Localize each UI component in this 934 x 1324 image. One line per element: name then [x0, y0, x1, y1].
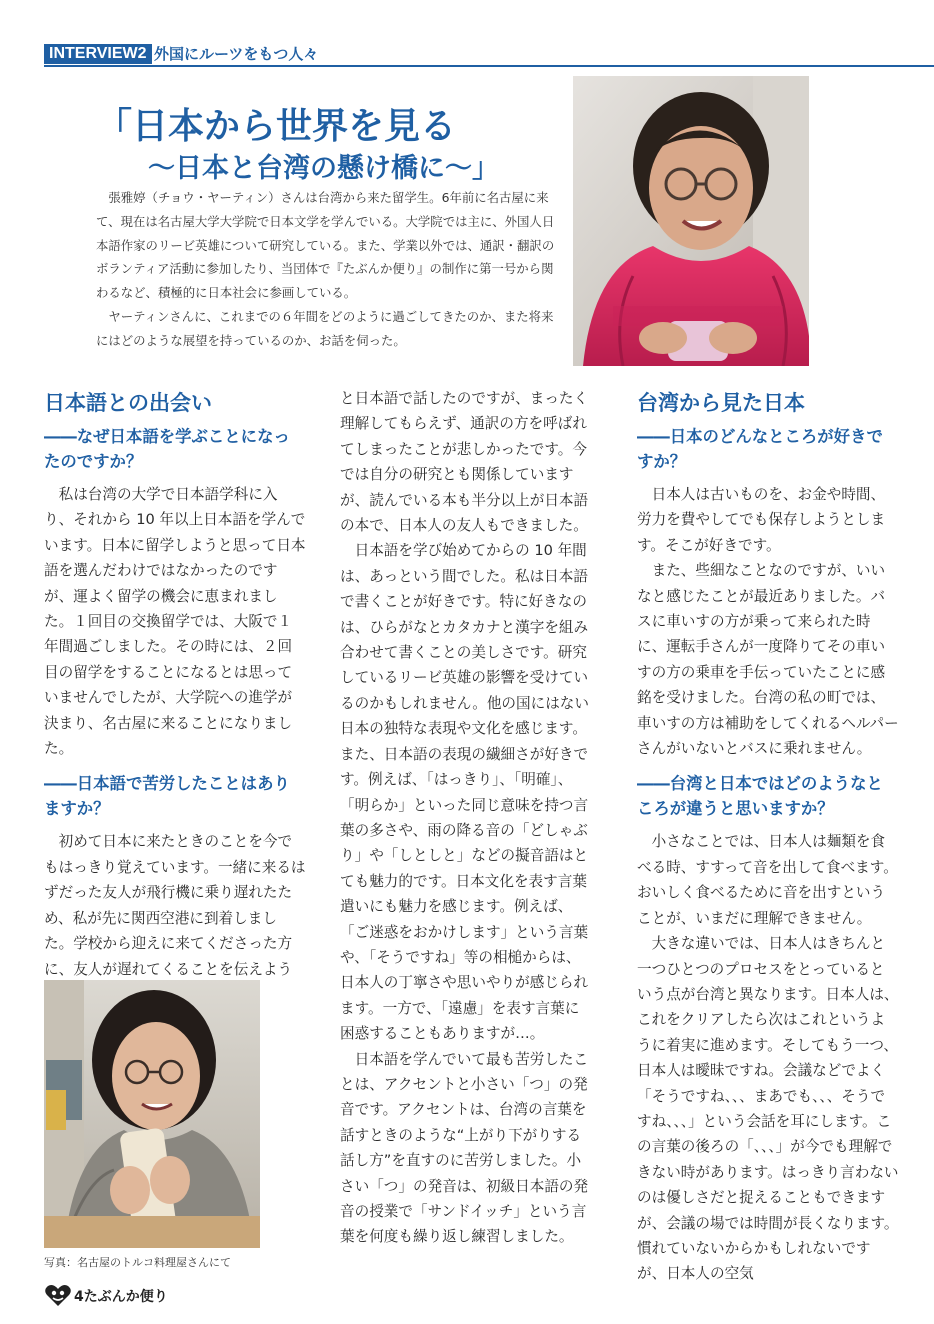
article-column-2: [340, 386, 590, 1250]
article-column-3: [637, 384, 899, 1287]
article-column-1: [44, 384, 306, 982]
lead-text-2: ヤーティンさんに、これまでの６年間をどのように過ごしてきたのか、また将来にはどのような展望を持っているのか、お話を伺った。: [96, 308, 554, 348]
question-differences: ――台湾と日本ではどのようなところが違うと思いますか？: [637, 774, 883, 819]
portrait-photo: [573, 76, 809, 366]
header-rule: [44, 65, 934, 67]
answer-paragraph: 小さなことでは、日本人は麺類を食べる時、すすって音を出して食べます。おいしく食べるために音を出すということが、いまだに理解できません。: [637, 833, 898, 927]
restaurant-photo: [44, 980, 260, 1248]
question-why-japanese: ――なぜ日本語を学ぶことになったのですか？: [44, 427, 290, 471]
answer-paragraph: 日本人は古いものを、お金や時間、労力を費やしてでも保存しようとします。そこが好きです。: [637, 486, 886, 554]
lead-text-1: 張雅婷（チョウ・ヤーティン）さんは台湾から来た留学生。6年前に名古屋に来て、現在は名古屋大学大学院で日本文学を学んでいる。大学院では主に、外国人日本語作家のリービ英雄について研究している。また、学業以外では、通訳・翻訳のボランティア活動に参加したり、当団体で『たぶんか便り』の制作に第一号から関わるなど、積極的に日本社会に参画している。: [96, 190, 555, 301]
answer-paragraph: 初めて日本に来たときのことを今でもはっきり覚えています。一緒に来るはずだった友人が飛行機に乗り遅れたため、私が先に関西空港に到着しました。学校から迎えに来てくださった方に、友人が遅れてくることを伝えよう: [44, 833, 306, 978]
answer-paragraph: 大きな違いでは、日本人はきちんと一つひとつのプロセスをとっているという点が台湾と異なります。日本人は、これをクリアしたら次はこれというように着実に進めます。そしてもう一つ、日本人は曖昧ですね。会議などでよく「そうですね、、、まあでも、、、そうですね、、、」という会話を耳にします。この言葉の後ろの「、、、」が今でも理解できない時があります。はっきり言わないのは優しさだと捉えることもできますが、会議の場では時間が長くなります。慣れていないからかもしれないですが、日本人の空気: [637, 935, 899, 1283]
footer-label: [74, 1286, 168, 1306]
question-difficulties: ――日本語で苦労したことはありますか？: [44, 774, 290, 819]
article-subtitle: ～日本と台湾の懸け橋に～」: [148, 153, 499, 184]
article-title: 「日本から世界を見る: [96, 106, 457, 147]
question-what-like: ――日本のどんなところが好きですか？: [637, 427, 883, 471]
answer-paragraph: 私は台湾の大学で日本語学科に入り、それから 10 年以上日本語を学んでいます。日本に留学しようと思って日本語を選んだわけではなかったのですが、運よく留学の機会に恵まれました。１回目の交換留学では、大阪で１年間過ごしました。その時には、２回目の留学をすることになるとは思っていませんでしたが、大学院への進学が決まり、名古屋に来ることになりました。: [44, 486, 306, 758]
answer-paragraph: 日本語を学び始めてからの 10 年間は、あっという間でした。私は日本語で書くことが好きです。特に好きなのは、ひらがなとカタカナと漢字を組み合わせて書くことの美しさです。研究しているリービ英雄の影響を受けているのかもしれません。他の国にはない日本の独特な表現や文化を感じます。また、日本語の表現の繊細さが好きです。例えば、「はっきり」、「明確」、「明らか」といった同じ意味を持つ言葉の多さや、雨の降る音の「どしゃぶり」や「しとしと」などの擬音語はとても魅力的です。日本文化を表す言葉遣いにも魅力を感じます。例えば、「ご迷惑をおかけします」という言葉や、「そうですね」等の相槌からは、日本人の丁寧さや思いやりが感じられます。一方で、「遠慮」を表す言葉に困惑することもありますが…。: [340, 542, 589, 1043]
answer-paragraph: また、些細なことなのですが、いいなと感じたことが最近ありました。バスに車いすの方が乗って来られた時に、運転手さんが一度降りてその車いすの方の乗車を手伝っていたことに感銘を受けました。台湾の私の町では、車いすの方は補助をしてくれるヘルパーさんがいないとバスに乗れません。: [637, 562, 899, 758]
interview-tag: INTERVIEW2: [44, 44, 152, 64]
photo-caption: 写真：名古屋のトルコ料理屋さんにて: [44, 1256, 231, 1269]
publication-name: たぶんか便り: [83, 1289, 168, 1305]
heart-logo-icon: [44, 1284, 72, 1308]
section-heading-taiwan: 台湾から見た日本: [637, 391, 805, 415]
answer-paragraph: 日本語を学んでいて最も苦労したことは、アクセントと小さい「つ」の発音です。アクセントは、台湾の言葉を話すときのような“上がり下がりする話し方”を直すのに苦労しました。小さい「つ」の発音は、初級日本語の発音の授業で「サンドイッチ」という言葉を何度も繰り返し練習しました。: [340, 1050, 589, 1246]
section-heading-japanese: 日本語との出会い: [44, 391, 212, 415]
answer-paragraph-continued: と日本語で話したのですが、まったく理解してもらえず、通訳の方を呼ばれてしまったことが悲しかったです。今では自分の研究とも関係していますが、読んでいる本も半分以上が日本語の本で、日本人の友人もできました。: [340, 390, 589, 535]
lead-paragraph: [96, 186, 558, 353]
page-number: 4: [74, 1289, 84, 1305]
series-subtitle: 外国にルーツをもつ人々: [154, 45, 319, 63]
page-header: [44, 44, 934, 68]
